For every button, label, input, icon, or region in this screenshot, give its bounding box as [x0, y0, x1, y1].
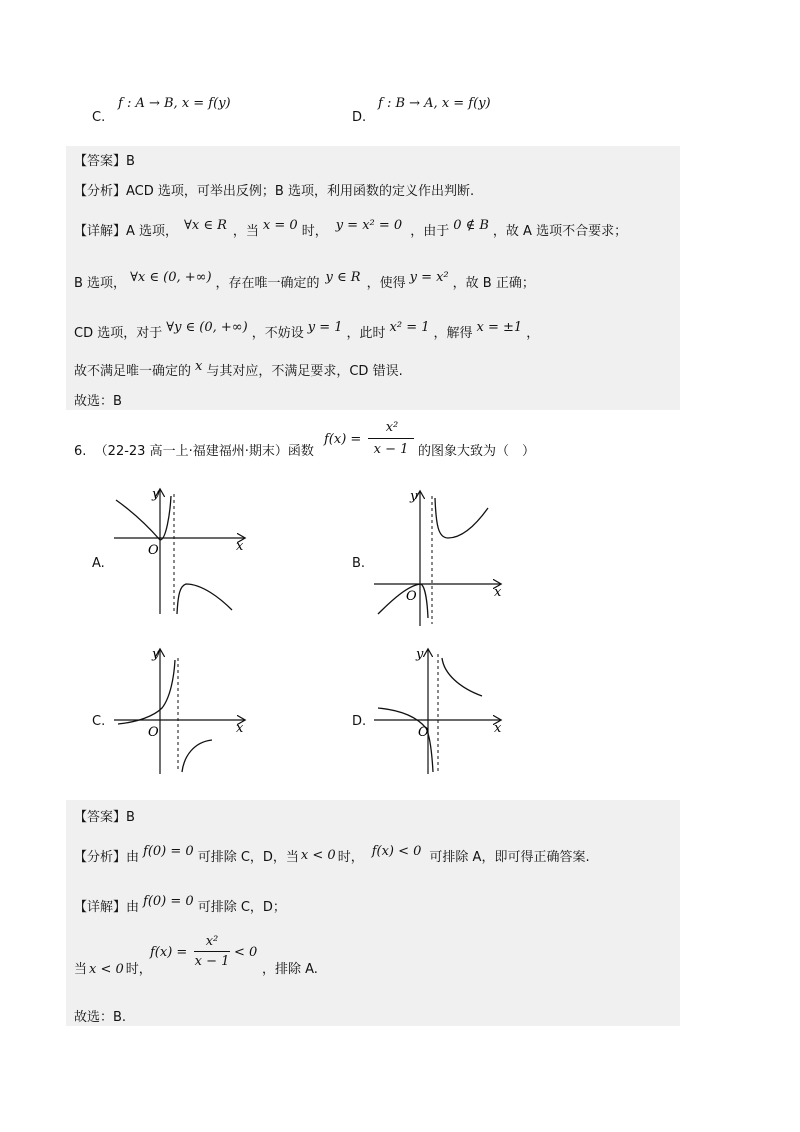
- q6-func-num: x²: [385, 420, 399, 435]
- option-c-formula: f : A → B, x = f(y): [118, 96, 231, 111]
- math: ∀x ∈ (0, +∞): [130, 270, 212, 285]
- curve-right: [177, 584, 232, 614]
- detail-fx-rhs: < 0: [234, 945, 258, 960]
- detail-exclude-a: ，排除 A.: [262, 962, 318, 977]
- q6-analysis-line: [74, 846, 590, 865]
- option-d-formula: f : B → A, x = f(y): [378, 96, 491, 111]
- analysis-label: 【分析】: [74, 850, 127, 865]
- text: B 选项，: [74, 276, 127, 291]
- text: 可排除 C，D；: [197, 900, 286, 915]
- math: x < 0: [300, 848, 336, 863]
- math: f(0) = 0: [143, 844, 194, 859]
- text: ，当: [232, 224, 259, 239]
- text: 当: [74, 962, 88, 977]
- text: ，故 A 选项不合要求；: [492, 224, 628, 239]
- q5-detail-end-line: [74, 360, 403, 379]
- text: ，解得: [433, 326, 473, 341]
- origin-label: O: [148, 543, 159, 558]
- graph-c-label: C.: [92, 714, 106, 729]
- x-label: x: [236, 539, 244, 554]
- graph-b: [370, 488, 506, 628]
- graph-c: [110, 644, 250, 776]
- detail-fx-lhs: f(x) =: [150, 945, 188, 960]
- text: 可排除 C，D，当: [197, 850, 299, 865]
- q5-detail-b-line: [74, 272, 535, 291]
- text: ，: [526, 326, 540, 341]
- text: ，故 B 正确；: [452, 276, 535, 291]
- curve-left: [118, 660, 175, 724]
- y-label: y: [416, 647, 424, 662]
- text: ，使得: [366, 276, 406, 291]
- text: ，此时: [346, 326, 386, 341]
- math: x² = 1: [389, 320, 430, 335]
- text: A 选项，: [126, 224, 179, 239]
- text: 可排除 A，即可得正确答案.: [429, 850, 590, 865]
- math: y ∈ R: [325, 270, 361, 285]
- math: x = ±1: [476, 320, 523, 335]
- origin-label: O: [406, 589, 417, 604]
- text: 故不满足唯一确定的: [74, 364, 192, 379]
- origin-label: O: [418, 725, 429, 740]
- math: x < 0: [89, 962, 124, 977]
- q5-answer-line: [74, 150, 135, 169]
- q6-answer-line: [74, 806, 135, 825]
- curve-left: [116, 496, 171, 540]
- text: 由: [126, 900, 140, 915]
- q6-source: （22-23 高一上·福建福州·期末）函数: [94, 444, 314, 459]
- curve-right: [435, 498, 488, 538]
- text: 与其对应，不满足要求，CD 错误.: [206, 364, 403, 379]
- q6-func-den: x − 1: [373, 442, 409, 457]
- graph-b-label: B.: [352, 556, 366, 571]
- q6-stem: [74, 440, 314, 459]
- detail-label: 【详解】: [74, 224, 127, 239]
- graph-d: [370, 644, 506, 776]
- q5-analysis-line: [74, 180, 474, 199]
- y-label: y: [152, 647, 160, 662]
- math: ∀y ∈ (0, +∞): [166, 320, 248, 335]
- math: y = 1: [307, 320, 343, 335]
- option-c-label: C.: [92, 110, 106, 125]
- q6-func-lhs: f(x) =: [324, 432, 362, 447]
- x-label: x: [236, 721, 244, 736]
- option-d-label: D.: [352, 110, 367, 125]
- math: x: [195, 359, 203, 374]
- math: 0 ∉ B: [453, 218, 489, 233]
- math: y = x² = 0: [335, 218, 403, 233]
- text: CD 选项，对于: [74, 326, 163, 341]
- curve-left: [378, 708, 433, 772]
- x-label: x: [494, 721, 502, 736]
- graph-d-label: D.: [352, 714, 367, 729]
- fraction-bar: [194, 951, 230, 952]
- math: ∀x ∈ R: [184, 218, 227, 233]
- text: 由: [126, 850, 140, 865]
- math: f(0) = 0: [143, 894, 194, 909]
- answer-value: B: [126, 154, 135, 169]
- curve-right: [442, 658, 482, 696]
- answer-label: 【答案】: [74, 154, 127, 169]
- q6-choice: 故选：B.: [74, 1010, 127, 1025]
- origin-label: O: [148, 725, 159, 740]
- detail-label: 【详解】: [74, 900, 127, 915]
- q6-detail-line-2: [74, 958, 152, 977]
- x-label: x: [494, 585, 502, 600]
- analysis-label: 【分析】: [74, 184, 127, 199]
- text: 时，: [125, 962, 152, 977]
- detail-fx-den: x − 1: [194, 954, 230, 969]
- curve-right: [182, 740, 212, 772]
- math: f(x) < 0: [371, 844, 422, 859]
- math: y = x²: [409, 270, 449, 285]
- q5-detail-cd-line: [74, 322, 539, 341]
- text: ，存在唯一确定的: [215, 276, 320, 291]
- y-label: y: [152, 487, 160, 502]
- detail-fx-num: x²: [205, 934, 219, 949]
- graph-a: [110, 484, 250, 616]
- analysis-text: ACD 选项，可举出反例；B 选项，利用函数的定义作出判断.: [126, 184, 475, 199]
- text: 时，: [337, 850, 364, 865]
- answer-label: 【答案】: [74, 810, 127, 825]
- fraction-bar: [368, 438, 414, 439]
- text: ，不妨设: [251, 326, 304, 341]
- answer-value: B: [126, 810, 135, 825]
- q6-question-tail: 的图象大致为（ ）: [418, 444, 536, 459]
- math: x = 0: [262, 218, 298, 233]
- y-label: y: [410, 489, 418, 504]
- q6-detail-line: [74, 896, 286, 915]
- graph-a-label: A.: [92, 556, 105, 571]
- text: ，由于: [410, 224, 450, 239]
- q6-number: 6.: [74, 444, 87, 459]
- q5-choice: 故选：B: [74, 394, 122, 409]
- q5-detail-a-line: [74, 220, 627, 239]
- text: 时，: [301, 224, 328, 239]
